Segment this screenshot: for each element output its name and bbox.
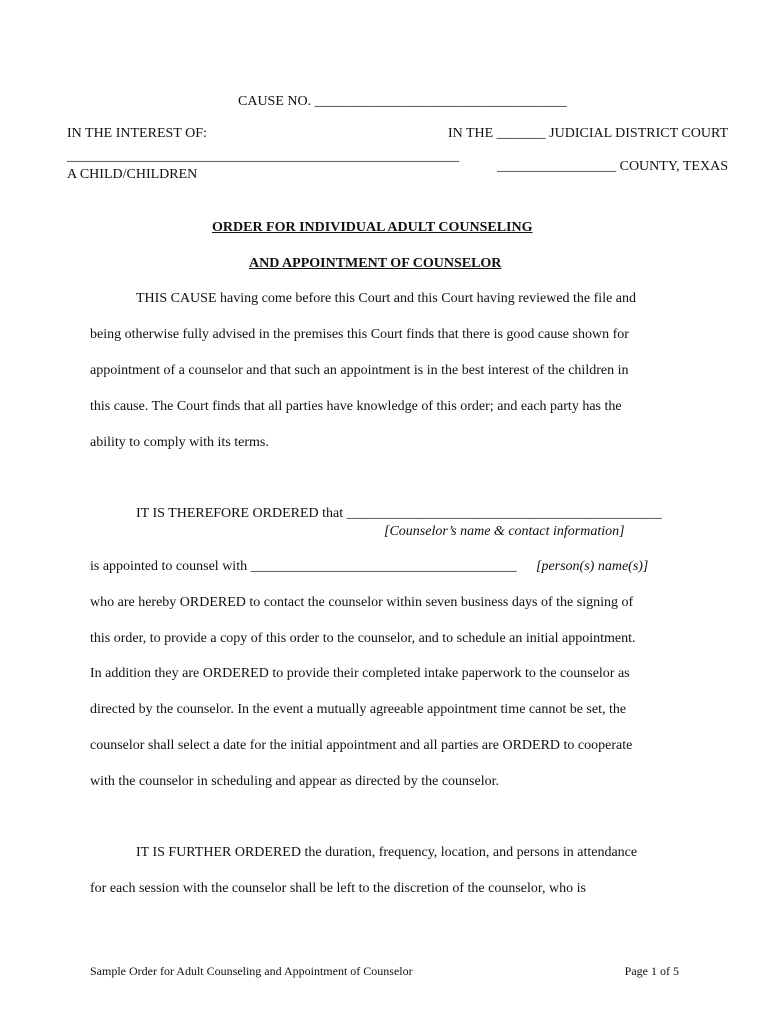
ordered-line: IT IS THEREFORE ORDERED that _____________________________________________ <box>136 506 662 521</box>
para2-line-4: directed by the counselor. In the event a mutually agreeable appointment time cannot be set, the <box>90 702 627 717</box>
para3-line-2: for each session with the counselor shall be left to the discretion of the counselor, who is <box>90 881 586 896</box>
para2-line-1: who are hereby ORDERED to contact the counselor within seven business days of the signing of <box>90 595 634 610</box>
para1-line-1: THIS CAUSE having come before this Court and this Court having reviewed the file and <box>136 291 637 306</box>
page-number: Page 1 of 5 <box>624 964 679 978</box>
para2-line-5: counselor shall select a date for the initial appointment and all parties are ORDERD to cooperate <box>90 738 633 753</box>
persons-hint: [person(s) name(s)] <box>536 559 649 574</box>
court-line: IN THE _______ JUDICIAL DISTRICT COURT <box>447 126 728 141</box>
document-title-line1: ORDER FOR INDIVIDUAL ADULT COUNSELING <box>212 220 533 235</box>
party-name-blank: ________________________________________________________ <box>67 149 459 164</box>
footer-title: Sample Order for Adult Counseling and Appointment of Counselor <box>90 964 413 978</box>
para1-line-5: ability to comply with its terms. <box>90 435 269 450</box>
county-line: _________________ COUNTY, TEXAS <box>497 159 728 174</box>
para1-line-2: being otherwise fully advised in the premises this Court finds that there is good cause shown for <box>90 327 629 342</box>
para3-line-1: IT IS FURTHER ORDERED the duration, frequency, location, and persons in attendance <box>136 845 638 860</box>
para2-line-3: In addition they are ORDERED to provide their completed intake paperwork to the counselor as <box>90 666 630 681</box>
appointed-line: is appointed to counsel with ______________________________________ <box>90 559 517 574</box>
para2-line-2: this order, to provide a copy of this order to the counselor, and to schedule an initial appointment. <box>90 631 636 646</box>
document-title-line2: AND APPOINTMENT OF COUNSELOR <box>249 256 502 271</box>
para1-line-4: this cause. The Court finds that all parties have knowledge of this order; and each party has the <box>90 399 622 414</box>
counselor-hint: [Counselor’s name & contact information] <box>384 524 625 539</box>
para2-line-6: with the counselor in scheduling and appear as directed by the counselor. <box>90 774 499 789</box>
interest-of-label: IN THE INTEREST OF: <box>67 126 207 141</box>
para1-line-3: appointment of a counselor and that such an appointment is in the best interest of the children in <box>90 363 629 378</box>
child-label: A CHILD/CHILDREN <box>67 167 198 182</box>
cause-number: CAUSE NO. ____________________________________ <box>238 94 567 109</box>
